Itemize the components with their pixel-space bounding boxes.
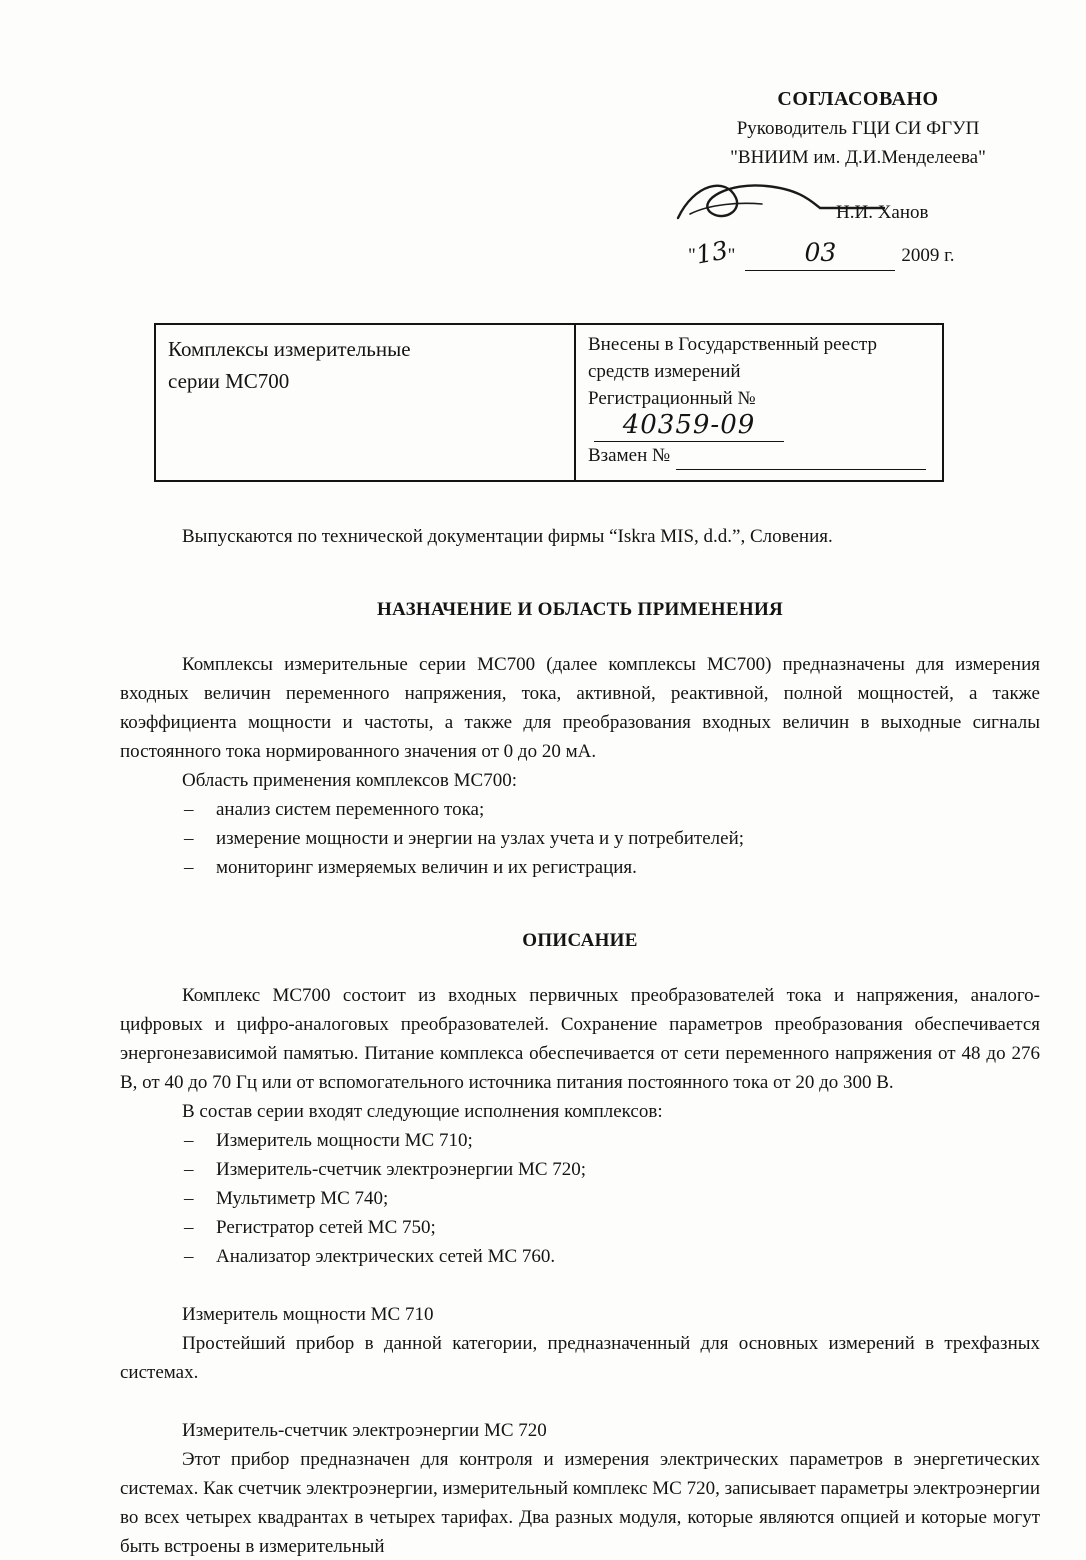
purpose-paragraph: Комплексы измерительные серии МС700 (далее комплексы МС700) предназначены для измерения входных величин переменного напряжения, тока, активной, реактивной, полной мощностей, а также коэффициента мощности и частоты, а также для преобразования входных величин в выходные сигналы постоянного тока нормированного значения от 0 до 20 мА. [120, 654, 1040, 762]
registration-number-row [588, 385, 932, 442]
date-day-handwritten: 13 [693, 235, 730, 270]
approval-block [688, 85, 1028, 271]
register-line-1: Внесены в Государственный реестр [588, 334, 877, 355]
registration-number-handwritten: 40359-09 [622, 410, 756, 440]
date-month-line [745, 238, 895, 271]
subsection-title-mc720: Измеритель-счетчик электроэнергии МС 720 [182, 1420, 547, 1441]
signer-name: Н.И. Ханов [836, 202, 929, 223]
list-item-text: анализ систем переменного тока; [216, 799, 485, 820]
subsection-text-mc720: Этот прибор предназначен для контроля и измерения электрических параметров в энергетических системах. Как счетчик электроэнергии, измерительный комплекс МС 720, записывает параметры электроэнергии во всех четырех квадрантах в четырех тарифах. Два разных модуля, которые являются опцией и которые могут быть встроены в измерительный [120, 1449, 1040, 1557]
date-row [688, 235, 1028, 271]
list-item-text: мониторинг измеряемых величин и их регистрация. [216, 857, 637, 878]
device-name-line-2: серии МС700 [168, 369, 290, 393]
approval-position-line: Руководитель ГЦИ СИ ФГУП [736, 118, 980, 139]
date-year: 2009 г. [901, 245, 955, 266]
device-name-line-1: Комплексы измерительные [168, 337, 411, 361]
dash-marker: – [184, 1188, 194, 1209]
subsection-text-mc710: Простейший прибор в данной категории, предназначенный для основных измерений в трехфазных системах. [120, 1333, 1040, 1383]
list-item-text: Мультиметр МС 740; [216, 1188, 389, 1209]
list-item-text: Измеритель-счетчик электроэнергии МС 720; [216, 1159, 587, 1180]
list-item-text: Измеритель мощности МС 710; [216, 1130, 473, 1151]
dash-marker: – [184, 828, 194, 849]
list-item [120, 853, 1040, 882]
list-item-text: измерение мощности и энергии на узлах учета и у потребителей; [216, 828, 745, 849]
series-lead: В состав серии входят следующие исполнения комплексов: [182, 1101, 663, 1122]
list-item [120, 1155, 1040, 1184]
list-item [120, 824, 1040, 853]
document-body [0, 323, 1086, 1560]
list-item [120, 1126, 1040, 1155]
device-name-cell [156, 325, 576, 480]
list-item-text: Анализатор электрических сетей МС 760. [216, 1246, 556, 1267]
section-heading-description: ОПИСАНИЕ [522, 930, 638, 951]
list-item [120, 1242, 1040, 1271]
register-line-2: средств измерений [588, 361, 741, 382]
registration-number-label: Регистрационный № [588, 388, 756, 409]
date-open-quote: " [688, 245, 696, 266]
section-heading-purpose: НАЗНАЧЕНИЕ И ОБЛАСТЬ ПРИМЕНЕНИЯ [376, 599, 784, 620]
description-paragraph: Комплекс МС700 состоит из входных первичных преобразователей тока и напряжения, аналого-цифровых и цифро-аналоговых преобразователей. Сохранение параметров преобразования обеспечивается энергонезависимой памятью. Питание комплекса обеспечивается от сети переменного напряжения от 48 до 276 В, от 40 до 70 Гц или от вспомогательного источника питания постоянного тока от 20 до 300 В. [120, 985, 1040, 1093]
registration-number-line [594, 412, 784, 442]
registration-cell [576, 325, 942, 480]
registration-table [154, 323, 944, 482]
dash-marker: – [184, 1217, 194, 1238]
application-lead: Область применения комплексов МС700: [182, 770, 517, 791]
list-item [120, 1184, 1040, 1213]
approval-title: СОГЛАСОВАНО [777, 88, 939, 110]
list-item [120, 1213, 1040, 1242]
replaces-label: Взамен № [588, 445, 671, 466]
issued-line: Выпускаются по технической документации фирмы “Iskra MIS, d.d.”, Словения. [182, 526, 833, 547]
date-month-handwritten: 03 [804, 238, 837, 267]
dash-marker: – [184, 1246, 194, 1267]
list-item [120, 795, 1040, 824]
subsection-title-mc710: Измеритель мощности МС 710 [182, 1304, 434, 1325]
replaces-row [588, 442, 932, 470]
dash-marker: – [184, 799, 194, 820]
approval-organization-line: "ВНИИМ им. Д.И.Менделеева" [730, 147, 986, 168]
dash-marker: – [184, 1159, 194, 1180]
signature-row [688, 172, 1028, 234]
replaces-blank-line [676, 442, 926, 470]
list-item-text: Регистратор сетей МС 750; [216, 1217, 436, 1238]
dash-marker: – [184, 1130, 194, 1151]
date-close-quote: " [727, 245, 736, 266]
dash-marker: – [184, 857, 194, 878]
